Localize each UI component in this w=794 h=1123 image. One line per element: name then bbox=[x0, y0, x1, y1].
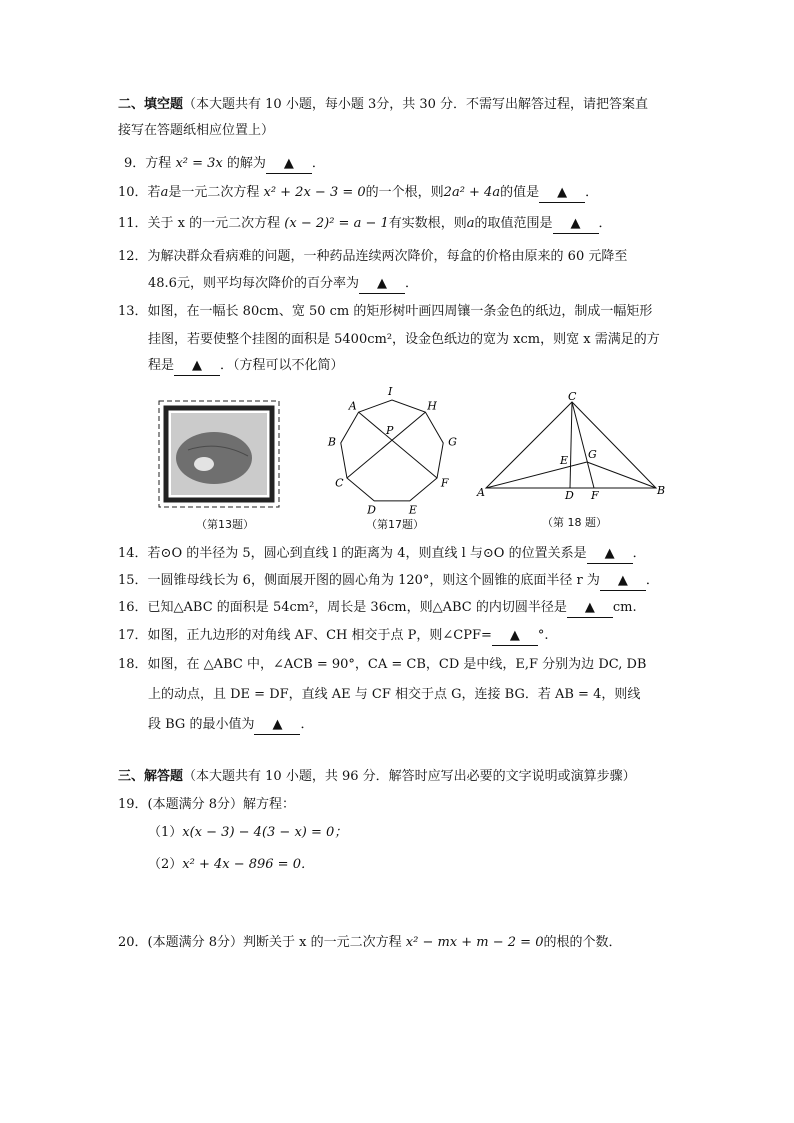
q12-text-2: 48.6元，则平均每次降价的百分率为 bbox=[148, 276, 359, 291]
q18-number: 18． bbox=[118, 657, 148, 672]
vertex-label-c: C bbox=[335, 476, 344, 490]
q9-answer-blank[interactable]: ▲ bbox=[266, 155, 312, 174]
q12-number: 12． bbox=[118, 249, 148, 264]
segment-cf bbox=[572, 402, 594, 488]
q9-equation: x² = 3x bbox=[175, 156, 223, 171]
q15-answer-blank[interactable]: ▲ bbox=[600, 572, 646, 591]
question-16 bbox=[118, 599, 637, 618]
q14-number: 14． bbox=[118, 546, 148, 561]
q10-text-4: 的值是 bbox=[500, 185, 540, 200]
q10-text: 若 bbox=[147, 185, 161, 200]
question-20 bbox=[118, 934, 621, 952]
question-12-line1 bbox=[118, 248, 627, 266]
label-f: F bbox=[591, 489, 599, 502]
q17-unit: °. bbox=[537, 628, 549, 643]
q15-number: 15． bbox=[118, 573, 148, 588]
question-19 bbox=[118, 796, 295, 814]
q13-number: 13． bbox=[118, 304, 148, 319]
caption-fig17: （第17题） bbox=[366, 518, 424, 531]
vertex-label-f: F bbox=[440, 476, 449, 490]
question-18-line1 bbox=[118, 656, 646, 674]
section-3-header bbox=[118, 768, 636, 786]
q19-part1-equation: x(x − 3) − 4(3 − x) = 0； bbox=[182, 825, 348, 840]
q17-answer-blank[interactable]: ▲ bbox=[492, 627, 538, 646]
q20-equation: x² − mx + m − 2 = 0 bbox=[405, 935, 544, 950]
q9-text: 方程 bbox=[145, 156, 172, 171]
q12-answer-blank[interactable]: ▲ bbox=[359, 275, 405, 294]
label-e: E bbox=[560, 454, 569, 467]
q10-variable: a bbox=[160, 185, 169, 200]
q19-number: 19． bbox=[118, 797, 148, 812]
q20-number: 20． bbox=[118, 935, 148, 950]
question-13-line3 bbox=[148, 357, 344, 376]
label-g: G bbox=[588, 448, 597, 461]
q11-variable: a bbox=[466, 216, 475, 231]
q14-answer-blank[interactable]: ▲ bbox=[587, 545, 633, 564]
vertex-label-a: A bbox=[348, 399, 357, 413]
q11-text-3: 的取值范围是 bbox=[474, 216, 553, 231]
question-14: 14．若⊙O 的半径为 5，圆心到直线 l 的距离为 4，则直线 l 与⊙O 的位置关系是 ▲ ． bbox=[118, 545, 646, 564]
vertex-label-d: D bbox=[367, 503, 376, 514]
label-d: D bbox=[565, 489, 574, 502]
q20-text: (本题满分 8分）判断关于 x 的一元二次方程 bbox=[147, 935, 402, 950]
q13-answer-blank[interactable]: ▲ bbox=[174, 357, 220, 376]
q19-part-1 bbox=[148, 824, 347, 842]
q11-number: 11． bbox=[118, 216, 148, 231]
q14-text: 若⊙O 的半径为 5，圆心到直线 l 的距离为 4，则直线 l 与⊙O 的位置关系是 bbox=[147, 546, 587, 561]
figure-13 bbox=[158, 400, 280, 508]
q18-text-1: 如图，在 △ABC 中，∠ACB = 90°，CA = CB，CD 是中线，E,F 分别为边 DC, DB bbox=[147, 657, 647, 672]
vertex-label-e: E bbox=[408, 503, 417, 514]
question-10: 10．若a是一元二次方程 x² + 2x − 3 = 0的一个根，则2a² + 4a的值是 ▲ ． bbox=[118, 184, 598, 203]
q17-number: 17． bbox=[118, 628, 148, 643]
diagonal-ch bbox=[347, 412, 425, 478]
question-13-line1 bbox=[118, 303, 652, 321]
section-2-desc-line2: 接写在答题纸相应位置上） bbox=[118, 123, 275, 138]
intersection-label-p: P bbox=[386, 424, 394, 437]
q11-text-2: 有实数根，则 bbox=[388, 216, 467, 231]
caption-fig13: （第13题） bbox=[196, 518, 254, 531]
figure-18-triangle bbox=[474, 392, 670, 504]
question-17 bbox=[118, 627, 549, 646]
line-ag bbox=[486, 462, 587, 488]
q16-unit: cm. bbox=[612, 600, 637, 615]
q19-part1-number: （1） bbox=[148, 825, 183, 840]
section-2-desc-line1: （本大题共有 10 小题，每小题 3分，共 30 分．不需写出解答过程，请把答案直 bbox=[183, 97, 649, 112]
vertex-label-b: B bbox=[327, 435, 337, 449]
q19-header: (本题满分 8分）解方程： bbox=[147, 797, 296, 812]
q16-text: 已知△ABC 的面积是 54cm²，周长是 36cm，则△ABC 的内切圆半径是 bbox=[147, 600, 567, 615]
section-2-title: 二、填空题 bbox=[118, 97, 184, 112]
section-3-title: 三、解答题 bbox=[118, 769, 184, 784]
q13-text-2: 挂图，若要使整个挂图的面积是 5400cm²，设金色纸边的宽为 xcm，则宽 x 需满足的方 bbox=[148, 332, 660, 347]
vertex-label-h: H bbox=[427, 399, 437, 413]
q10-text-3: 的一个根，则 bbox=[365, 185, 444, 200]
q10-number: 10． bbox=[118, 185, 148, 200]
label-a: A bbox=[477, 486, 485, 499]
section-2-header bbox=[118, 96, 648, 114]
q9-text-2: 的解为 bbox=[226, 156, 266, 171]
vertex-label-i: I bbox=[388, 386, 393, 398]
q17-text: 如图，正九边形的对角线 AF、CH 相交于点 P，则∠CPF= bbox=[147, 628, 492, 643]
label-c: C bbox=[568, 392, 577, 403]
q16-number: 16． bbox=[118, 600, 148, 615]
nonagon-outline bbox=[341, 400, 443, 501]
q18-text-3: 段 BG 的最小值为 bbox=[148, 717, 255, 732]
q11-text: 关于 x 的一元二次方程 bbox=[147, 216, 281, 231]
q18-text-2: 上的动点，且 DE = DF，直线 AE 与 CF 相交于点 G，连接 BG．若 AB = 4，则线 bbox=[148, 687, 641, 702]
section-3-desc: （本大题共有 10 小题，共 96 分．解答时应写出必要的文字说明或演算步骤） bbox=[183, 769, 636, 784]
q10-expression: 2a² + 4a bbox=[443, 185, 501, 200]
q10-equation: x² + 2x − 3 = 0 bbox=[263, 185, 366, 200]
q19-part2-equation: x² + 4x − 896 = 0． bbox=[182, 857, 314, 872]
segment-gb bbox=[587, 462, 656, 488]
question-12-line2: 48.6元，则平均每次降价的百分率为 ▲ ． bbox=[148, 275, 418, 294]
q11-answer-blank[interactable]: ▲ bbox=[553, 215, 599, 234]
question-11: 11．关于 x 的一元二次方程 (x − 2)² = a − 1有实数根，则a的取值范围是 ▲ ． bbox=[118, 215, 612, 234]
q9-number: 9． bbox=[124, 156, 146, 171]
q13-text-3a: 程是 bbox=[148, 358, 175, 373]
q10-answer-blank[interactable]: ▲ bbox=[539, 184, 585, 203]
question-9: 9．方程 x² = 3x 的解为 ▲ ． bbox=[124, 155, 325, 174]
leaf-shape bbox=[176, 432, 252, 484]
figure-17-nonagon bbox=[326, 386, 458, 514]
q10-text-2: 是一元二次方程 bbox=[168, 185, 260, 200]
q20-text-end: 的根的个数． bbox=[543, 935, 622, 950]
question-18-line3: 段 BG 的最小值为 ▲ ． bbox=[148, 716, 313, 735]
q16-answer-blank[interactable]: ▲ bbox=[567, 599, 613, 618]
q11-equation: (x − 2)² = a − 1 bbox=[284, 216, 389, 231]
q12-text-1: 为解决群众看病难的问题，一种药品连续两次降价，每盒的价格由原来的 60 元降至 bbox=[147, 249, 628, 264]
q18-answer-blank[interactable]: ▲ bbox=[254, 716, 300, 735]
q13-text-3b: ．（方程可以不化简） bbox=[220, 358, 344, 373]
q15-text: 一圆锥母线长为 6，侧面展开图的圆心角为 120°，则这个圆锥的底面半径 r 为 bbox=[147, 573, 600, 588]
vertex-label-g: G bbox=[448, 435, 457, 449]
label-b: B bbox=[657, 484, 666, 497]
segment-cd bbox=[570, 402, 572, 488]
q19-part-2 bbox=[148, 856, 314, 874]
question-15: 15．一圆锥母线长为 6，侧面展开图的圆心角为 120°，则这个圆锥的底面半径 r 为 ▲ ． bbox=[118, 572, 659, 591]
caption-fig18: （第 18 题） bbox=[542, 516, 607, 529]
diagonal-af bbox=[359, 412, 437, 478]
q19-part2-number: （2） bbox=[148, 857, 183, 872]
q13-text-1: 如图，在一幅长 80cm、宽 50 cm 的矩形树叶画四周镶一条金色的纸边，制成一幅矩形 bbox=[147, 304, 653, 319]
